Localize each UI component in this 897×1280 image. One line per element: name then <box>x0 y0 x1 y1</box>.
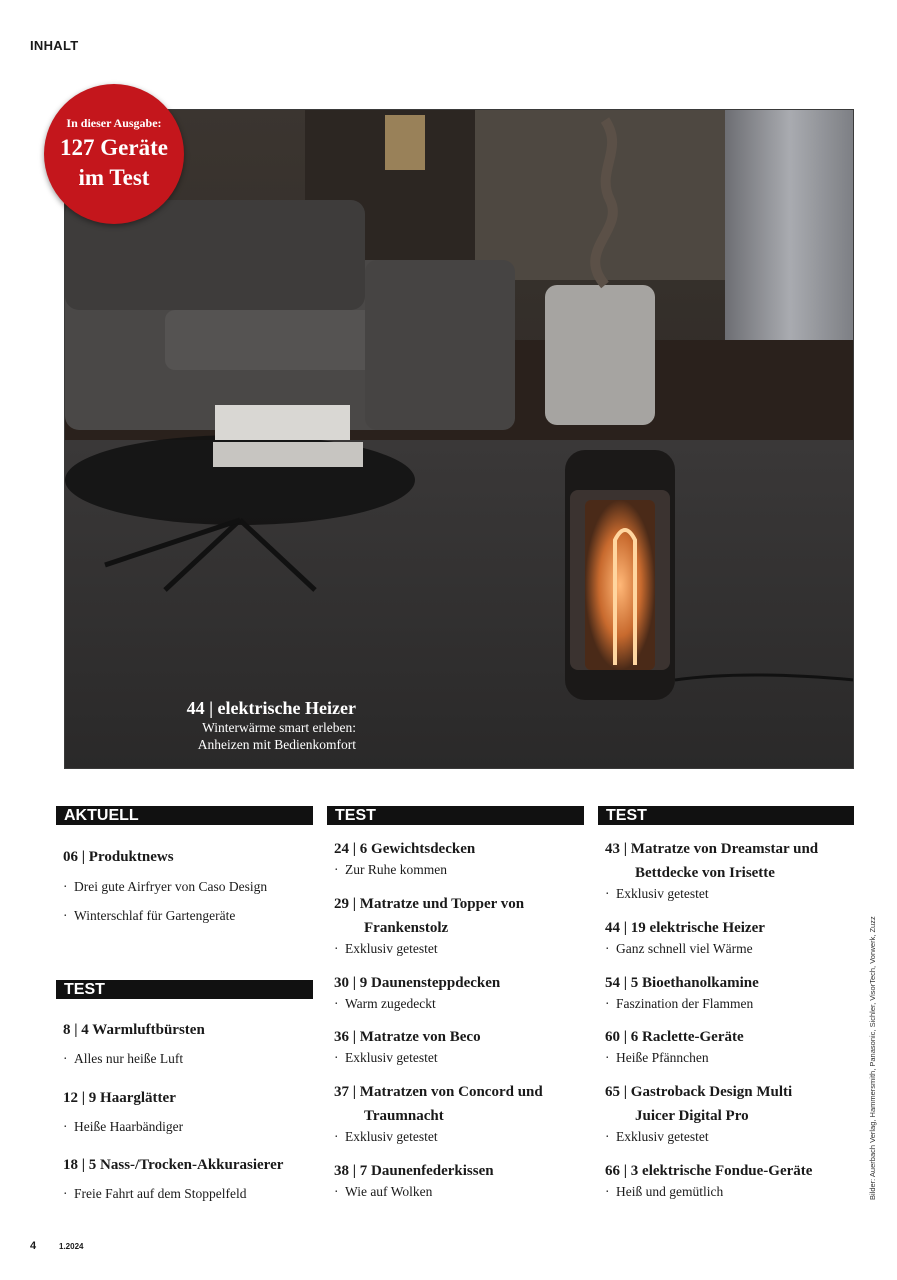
column-1-header-aktuell: AKTUELL <box>56 806 313 825</box>
toc-entry[interactable] <box>605 971 759 1013</box>
toc-entry-subtitle: · Ganz schnell viel Wärme <box>605 940 765 958</box>
toc-entry-title: 44 | 19 elektrische Heizer <box>605 920 765 936</box>
hero-caption-sub-1: Winterwärme smart erleben: <box>202 720 356 735</box>
issue-badge <box>44 84 184 224</box>
toc-entry-title: 36 | Matratze von Beco <box>334 1029 481 1045</box>
toc-entry-subtitle: · Freie Fahrt auf dem Stoppelfeld <box>63 1185 246 1203</box>
toc-entry-title: 12 | 9 Haarglätter <box>63 1090 176 1106</box>
toc-entry-title-line-2: Juicer Digital Pro <box>635 1108 749 1124</box>
toc-entry[interactable] <box>334 1080 543 1146</box>
toc-entry-title-line-2: Bettdecke von Irisette <box>635 865 775 881</box>
column-3-header-test: TEST <box>598 806 854 825</box>
toc-entry-title: 18 | 5 Nass-/Trocken-Akkurasierer <box>63 1157 284 1173</box>
toc-entry[interactable] <box>63 1153 283 1177</box>
toc-entry-subtitle: · Exklusiv getestet <box>334 940 524 958</box>
toc-entry[interactable] <box>334 1159 494 1201</box>
toc-entry-subtitle: · Exklusiv getestet <box>605 1128 792 1146</box>
badge-line-2: im Test <box>78 165 150 190</box>
toc-entry-title-line-1: 37 | Matratzen von Concord und <box>334 1084 543 1100</box>
toc-entry-subtitle: · Warm zugedeckt <box>334 995 500 1013</box>
toc-entry-title: 8 | 4 Warmluftbürsten <box>63 1022 205 1038</box>
toc-entry[interactable] <box>605 1080 792 1146</box>
toc-news-item-2[interactable]: · Winterschlaf für Gartengeräte <box>63 907 235 925</box>
toc-entry[interactable] <box>334 1025 481 1067</box>
toc-entry-title-line-1: 29 | Matratze und Topper von <box>334 896 525 912</box>
toc-entry[interactable] <box>63 1018 205 1042</box>
section-label: INHALT <box>30 38 79 53</box>
hero-caption[interactable] <box>187 697 356 753</box>
toc-entry-subtitle: · Faszination der Flammen <box>605 995 759 1013</box>
toc-entry-title <box>605 1080 792 1128</box>
image-credits: Bilder: Auerbach Verlag, Hammersmith, Panasonic, Sichler, VisorTech, Vorwerk, Zuzz <box>868 916 877 1200</box>
toc-entry-subtitle: · Heiße Pfännchen <box>605 1049 744 1067</box>
hero-caption-sub-2: Anheizen mit Bedienkomfort <box>197 737 356 752</box>
badge-label: In dieser Ausgabe: <box>66 116 162 130</box>
toc-entry-title: 38 | 7 Daunenfederkissen <box>334 1163 494 1179</box>
toc-entry-title: 30 | 9 Daunensteppdecken <box>334 975 501 991</box>
toc-entry-title <box>605 837 818 885</box>
toc-entry-title <box>334 892 524 940</box>
toc-entry-produktnews[interactable] <box>63 845 174 869</box>
toc-entry-title-line-1: 65 | Gastroback Design Multi <box>605 1084 793 1100</box>
hero-image <box>64 109 854 769</box>
toc-entry-subtitle: · Wie auf Wolken <box>334 1183 494 1201</box>
toc-entry-subtitle: · Exklusiv getestet <box>334 1128 543 1146</box>
toc-entry-title: 60 | 6 Raclette-Geräte <box>605 1029 744 1045</box>
toc-entry[interactable] <box>605 1159 812 1201</box>
toc-news-item-1[interactable]: · Drei gute Airfryer von Caso Design <box>63 878 267 896</box>
toc-entry-subtitle: · Zur Ruhe kommen <box>334 861 475 879</box>
toc-entry[interactable] <box>334 971 500 1013</box>
toc-entry-title: 24 | 6 Gewichtsdecken <box>334 841 476 857</box>
toc-entry-subtitle: · Exklusiv getestet <box>605 885 818 903</box>
toc-entry[interactable] <box>605 837 818 903</box>
badge-line-1: 127 Geräte <box>60 135 168 160</box>
toc-entry[interactable] <box>334 892 524 958</box>
toc-entry-subtitle: · Heiße Haarbändiger <box>63 1118 183 1136</box>
toc-entry-subtitle: · Exklusiv getestet <box>334 1049 481 1067</box>
toc-entry-subtitle: · Heiß und gemütlich <box>605 1183 812 1201</box>
column-1-header-test: TEST <box>56 980 313 999</box>
toc-entry[interactable] <box>605 916 765 958</box>
toc-entry[interactable] <box>605 1025 744 1067</box>
toc-entry-title-line-2: Traumnacht <box>364 1108 444 1124</box>
toc-entry-title: 66 | 3 elektrische Fondue-Geräte <box>605 1163 813 1179</box>
page-number: 4 <box>30 1240 37 1252</box>
toc-entry-title <box>334 1080 543 1128</box>
toc-entry-title-line-1: 43 | Matratze von Dreamstar und <box>605 841 819 857</box>
toc-entry[interactable] <box>334 837 475 879</box>
toc-entry-title-line-2: Frankenstolz <box>364 920 449 936</box>
hero-caption-title: 44 | elektrische Heizer <box>186 698 356 718</box>
toc-entry-title: 54 | 5 Bioethanolkamine <box>605 975 759 991</box>
toc-entry-title: 06 | Produktnews <box>63 849 174 865</box>
toc-entry[interactable] <box>63 1086 176 1110</box>
column-2-header-test: TEST <box>327 806 584 825</box>
toc-entry-subtitle: · Alles nur heiße Luft <box>63 1050 183 1068</box>
issue-number: 1.2024 <box>59 1242 84 1251</box>
